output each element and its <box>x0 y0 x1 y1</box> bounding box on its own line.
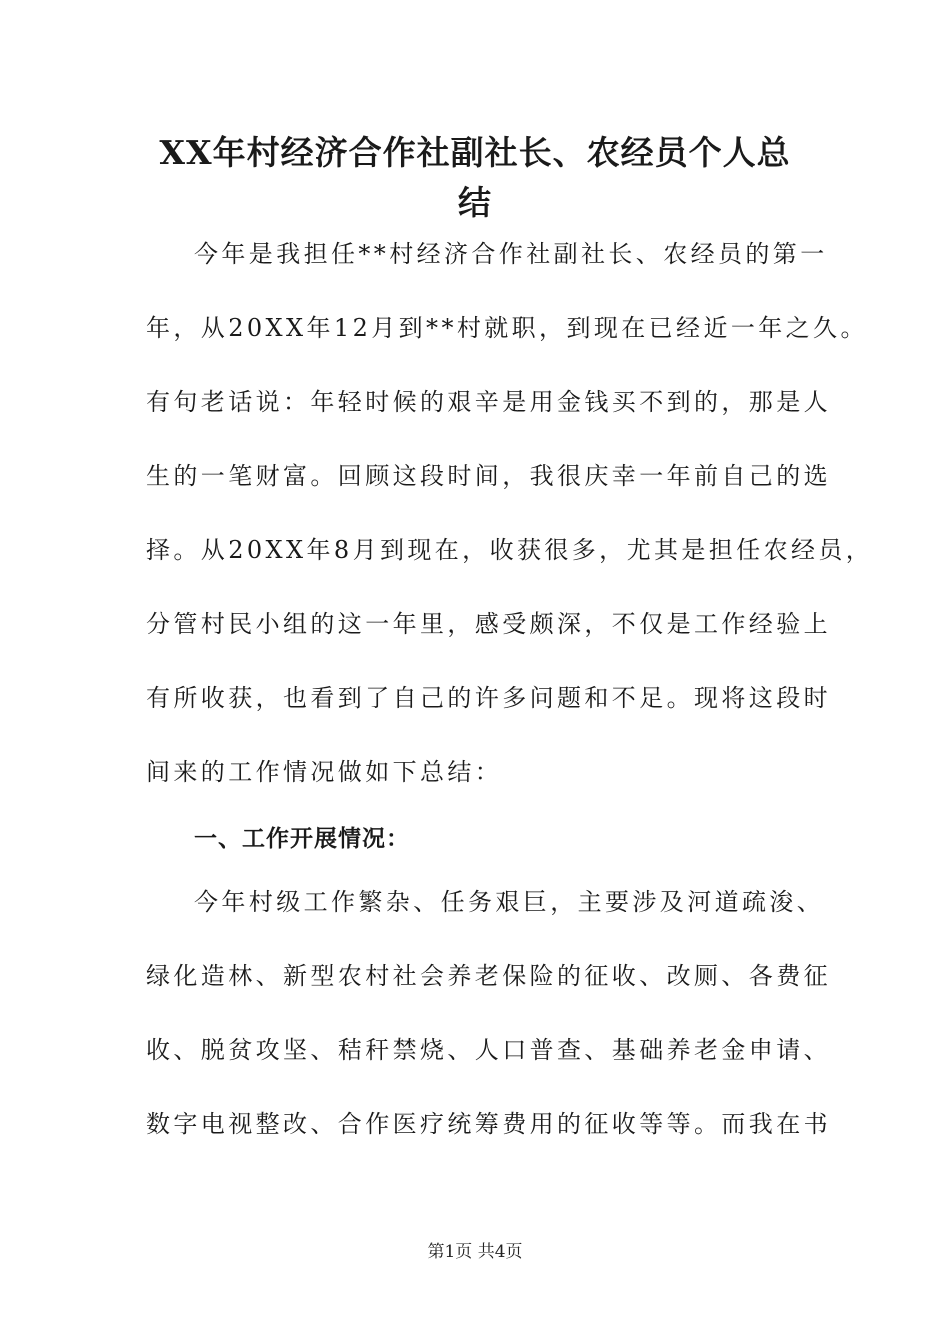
paragraph-line: 今年是我担任**村经济合作社副社长、农经员的第一 <box>194 240 828 268</box>
paragraph-line: 间来的工作情况做如下总结： <box>146 758 503 786</box>
title-line-2: 结 <box>458 183 492 222</box>
paragraph-line: 择。从20XX年8月到现在，收获很多，尤其是担任农经员， <box>146 536 874 564</box>
paragraph-line: 数字电视整改、合作医疗统筹费用的征收等等。而我在书 <box>146 1110 831 1138</box>
paragraph-line: 有句老话说：年轻时候的艰辛是用金钱买不到的，那是人 <box>146 388 831 416</box>
section-heading: 一、工作开展情况： <box>194 826 410 852</box>
paragraph-line: 有所收获，也看到了自己的许多问题和不足。现将这段时 <box>146 684 831 712</box>
document-title <box>100 128 850 228</box>
title-line-1: XX年村经济合作社副社长、农经员个人总 <box>159 133 791 172</box>
paragraph-line: 分管村民小组的这一年里，感受颇深，不仅是工作经验上 <box>146 610 831 638</box>
paragraph-line: 收、脱贫攻坚、秸秆禁烧、人口普查、基础养老金申请、 <box>146 1036 831 1064</box>
paragraph-line: 绿化造林、新型农村社会养老保险的征收、改厕、各费征 <box>146 962 831 990</box>
paragraph-line: 今年村级工作繁杂、任务艰巨，主要涉及河道疏浚、 <box>194 888 825 916</box>
paragraph-line: 年，从20XX年12月到**村就职，到现在已经近一年之久。 <box>146 314 868 342</box>
page-footer: 第1页 共4页 <box>427 1242 523 1262</box>
paragraph-line: 生的一笔财富。回顾这段时间，我很庆幸一年前自己的选 <box>146 462 831 490</box>
